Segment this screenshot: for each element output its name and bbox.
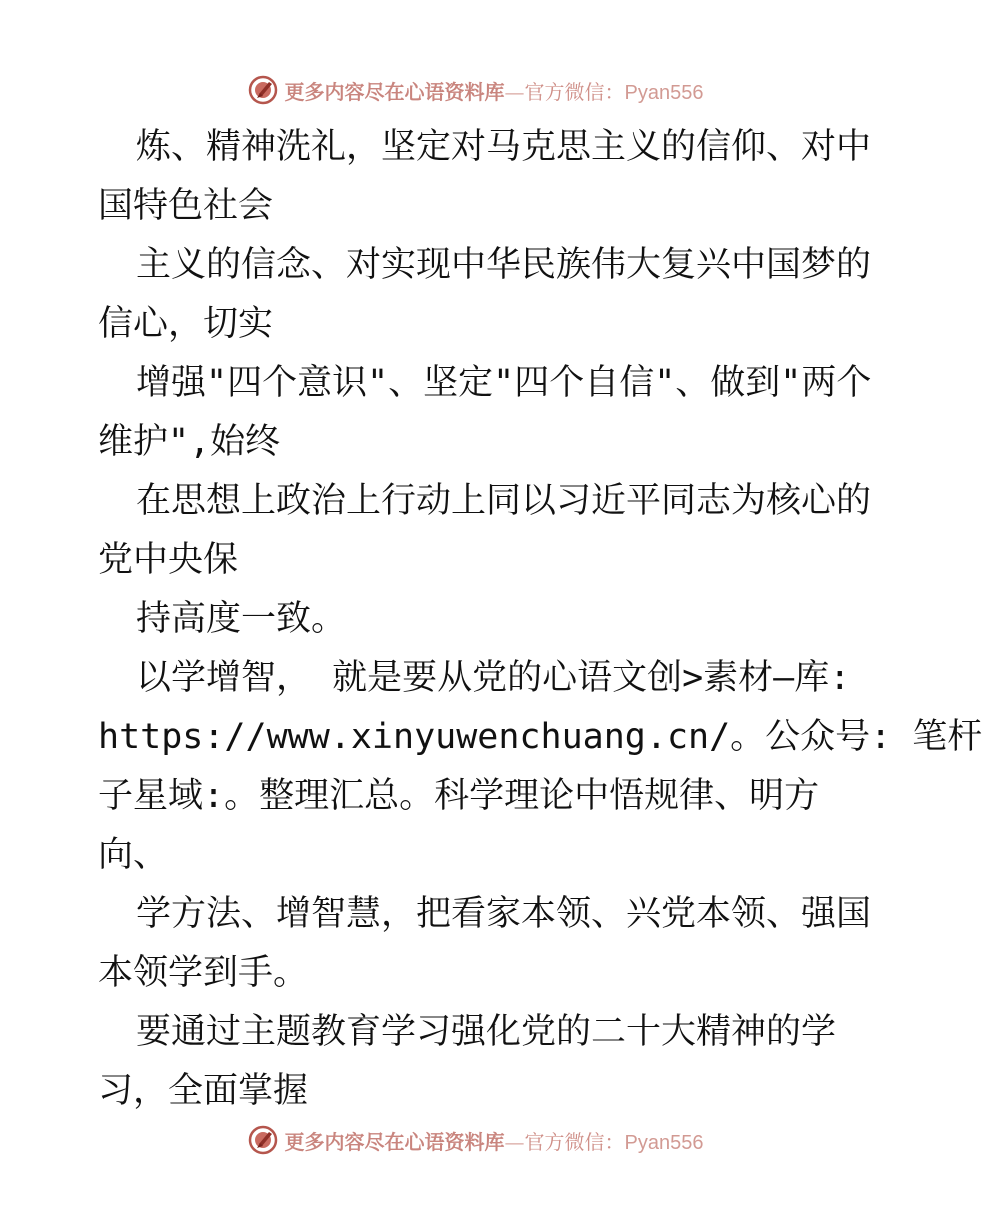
brand-logo-icon [247,74,279,106]
watermark-official: 官方微信： [524,1129,625,1154]
watermark-account: Pyan556 [624,81,704,104]
text-line: 党中央保 [98,540,239,580]
footer-watermark [0,1120,950,1160]
text-line: 在思想上政治上行动上同以习近平同志为核心的 [136,481,872,521]
text-line: 增强"四个意识"、坚定"四个自信"、做到"两个 [136,363,872,403]
text-line: 以学增智， 就是要从党的心语文创>素材—库: [136,658,851,698]
text-line: 向、 [98,835,169,875]
text-line: 炼、精神洗礼，坚定对马克思主义的信仰、对中 [136,127,872,167]
watermark-brand: 更多内容尽在心语资料库 [284,79,505,104]
text-line: 主义的信念、对实现中华民族伟大复兴中国梦的 [136,245,872,285]
watermark-dash: — [504,1129,525,1154]
brand-logo-icon [247,1124,279,1156]
watermark-dash: — [504,79,525,104]
watermark-official: 官方微信： [524,79,625,104]
watermark-brand: 更多内容尽在心语资料库 [284,1129,505,1154]
text-line: 学方法、增智慧，把看家本领、兴党本领、强国 [136,894,872,934]
text-line: 子星域:。整理汇总。科学理论中悟规律、明方 [98,776,820,816]
text-line: 持高度一致。 [136,599,347,639]
text-line: 信心，切实 [98,304,274,344]
watermark-account: Pyan556 [624,1131,704,1154]
text-line: 国特色社会 [98,186,274,226]
header-watermark [0,70,950,110]
watermark-text [285,76,704,105]
text-line: 习，全面掌握 [98,1071,309,1111]
text-line: https://www.xinyuwenchuang.cn/。公众号: 笔杆 [98,717,982,757]
text-line: 本领学到手。 [98,953,309,993]
document-body [98,118,982,1121]
text-line: 维护",始终 [98,422,281,462]
watermark-text [285,1126,704,1155]
text-line: 要通过主题教育学习强化党的二十大精神的学 [136,1012,837,1052]
